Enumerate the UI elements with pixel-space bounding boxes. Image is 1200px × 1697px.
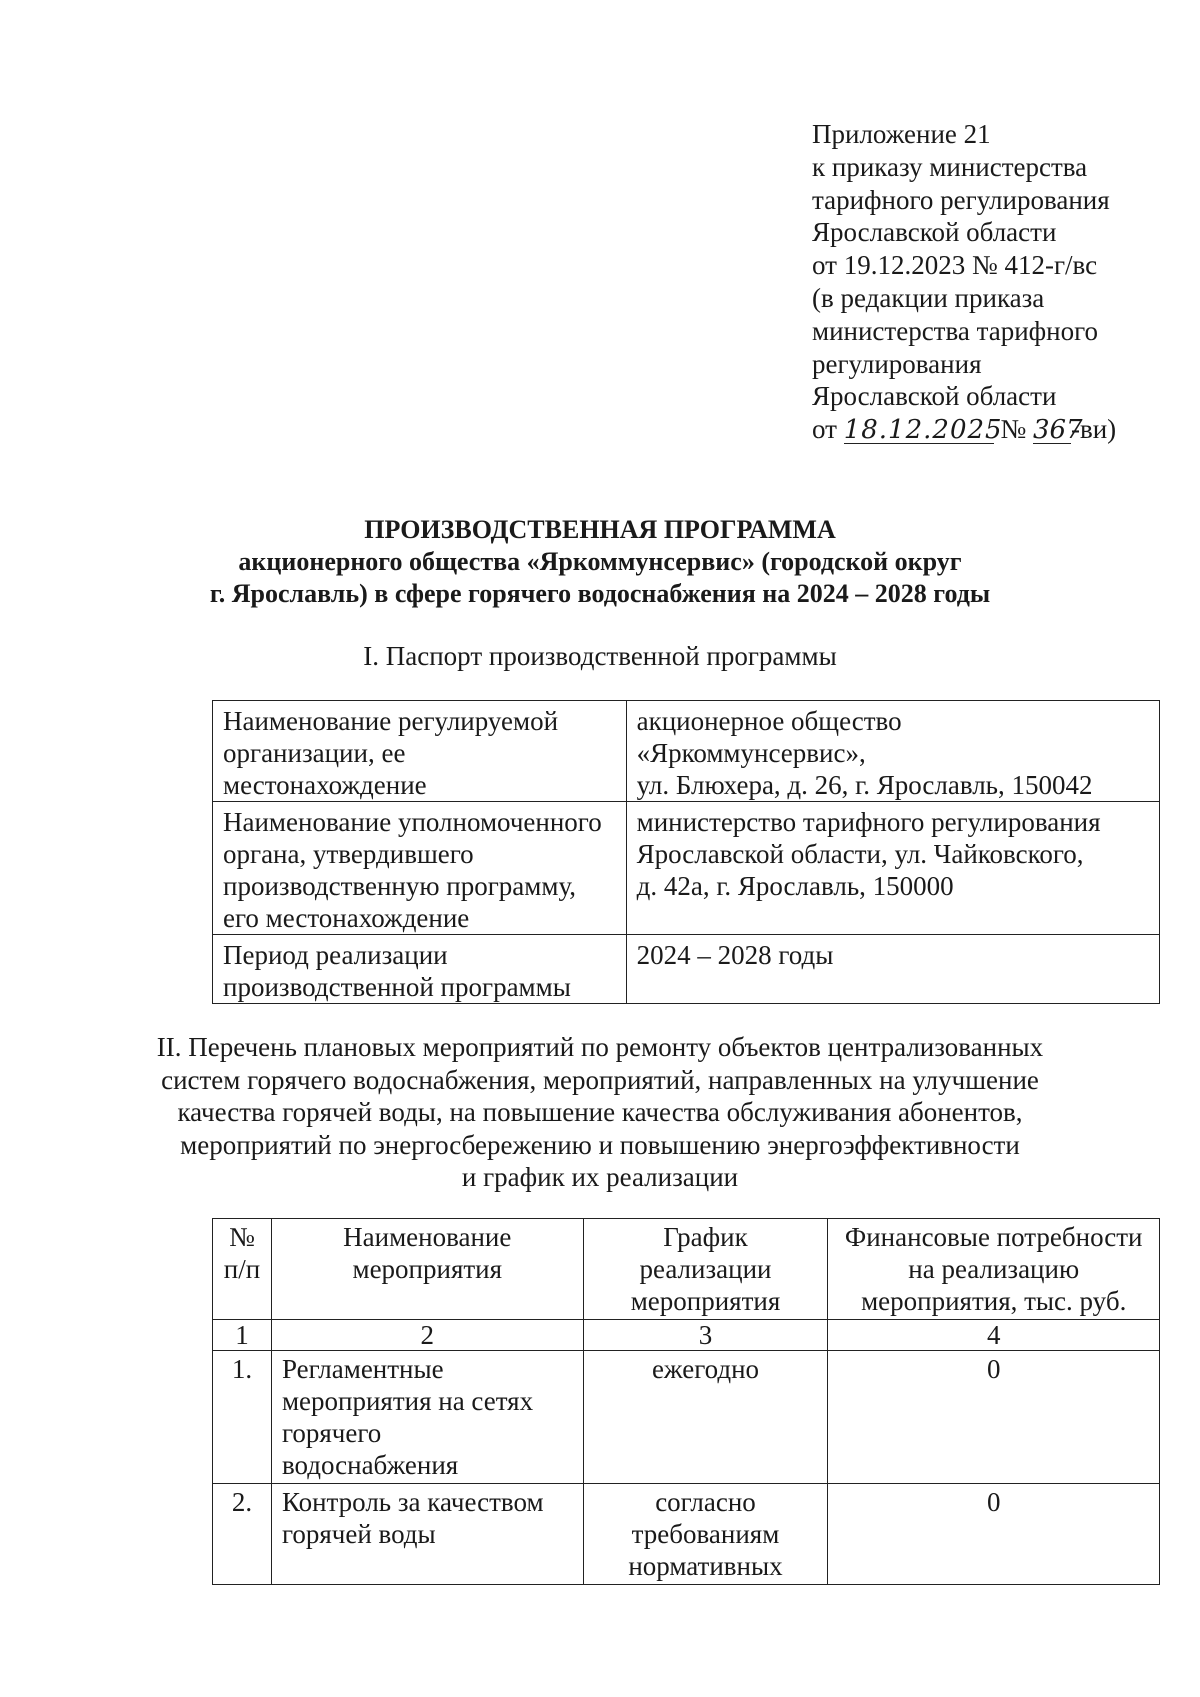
heading-line: мероприятий по энергосбережению и повышению энергоэффективности: [180, 1129, 1020, 1160]
measure-schedule: [583, 1351, 828, 1484]
title-line-3: г. Ярославль) в сфере горячего водоснабжения на 2024 – 2028 годы: [209, 579, 991, 608]
column-number: 3: [583, 1320, 828, 1351]
cell-line: организации, ее: [223, 738, 406, 768]
document-title: [0, 514, 1200, 610]
table-row: [213, 1484, 1160, 1585]
passport-value: [626, 802, 1159, 935]
cell-line: органа, утвердившего: [223, 839, 474, 869]
title-line-2: акционерного общества «Яркоммунсервис» (городской округ: [238, 547, 962, 576]
appendix-line: к приказу министерства: [812, 151, 1088, 182]
cell-line: горячей воды: [281, 1519, 436, 1549]
passport-label: [213, 935, 627, 1004]
cell-line: Ярославской области, ул. Чайковского,: [636, 839, 1084, 869]
appendix-prefix: от: [812, 414, 837, 445]
measures-table: [212, 1218, 1160, 1585]
appendix-line: тарифного регулирования: [812, 184, 1110, 215]
appendix-line: регулирования: [812, 348, 982, 379]
row-number: 2.: [213, 1484, 272, 1585]
passport-value: [626, 935, 1159, 1004]
cell-line: водоснабжения: [281, 1450, 459, 1480]
table-row: [213, 935, 1160, 1004]
cell-line: мероприятия, тыс. руб.: [861, 1286, 1127, 1316]
cell-line: мероприятия на сетях: [281, 1386, 534, 1416]
handwritten-number: 367: [1032, 415, 1083, 446]
column-number: 2: [271, 1320, 583, 1351]
row-number: 1.: [213, 1351, 272, 1484]
header-cell-schedule: [583, 1219, 828, 1320]
measure-name: [271, 1351, 583, 1484]
cell-line: нормативных: [628, 1551, 783, 1581]
measure-cost: 0: [828, 1484, 1160, 1585]
column-number-row: [213, 1320, 1160, 1351]
cell-line: производственной программы: [223, 972, 571, 1002]
cell-line: местонахождение: [223, 770, 427, 800]
cell-line: реализации: [639, 1254, 772, 1284]
section-2-heading: [0, 1031, 1200, 1194]
title-line-1: ПРОИЗВОДСТВЕННАЯ ПРОГРАММА: [364, 515, 836, 544]
table-row: [213, 1351, 1160, 1484]
cell-line: п/п: [223, 1254, 261, 1284]
appendix-line: Ярославской области: [812, 381, 1057, 412]
cell-line: его местонахождение: [223, 903, 470, 933]
passport-value: [626, 701, 1159, 802]
measure-cost: 0: [828, 1351, 1160, 1484]
header-cell-num: [213, 1219, 272, 1320]
measure-name: [271, 1484, 583, 1585]
passport-label: [213, 701, 627, 802]
appendix-block: [812, 118, 1116, 446]
cell-line: 2024 – 2028 годы: [636, 940, 834, 970]
cell-line: министерство тарифного регулирования: [636, 807, 1101, 837]
passport-label: [213, 802, 627, 935]
passport-table: [212, 700, 1160, 1004]
table-header-row: [213, 1219, 1160, 1320]
table-row: [213, 802, 1160, 935]
table-row: [213, 701, 1160, 802]
heading-line: и график их реализации: [461, 1162, 739, 1192]
cell-line: требованиям: [631, 1519, 780, 1549]
appendix-last-line: [812, 413, 1116, 446]
cell-line: ежегодно: [651, 1354, 760, 1384]
measure-schedule: [583, 1484, 828, 1585]
appendix-line: Ярославской области: [812, 217, 1057, 248]
appendix-line: (в редакции приказа: [812, 282, 1045, 313]
cell-line: д. 42а, г. Ярославль, 150000: [636, 871, 954, 901]
cell-line: График: [663, 1222, 748, 1252]
cell-line: мероприятия: [630, 1286, 781, 1316]
cell-line: Регламентные: [281, 1354, 444, 1384]
number-sign: №: [1000, 414, 1027, 445]
cell-line: производственную программу,: [223, 871, 576, 901]
appendix-suffix: -ви): [1070, 414, 1117, 445]
heading-line: качества горячей воды, на повышение качества обслуживания абонентов,: [177, 1097, 1023, 1127]
cell-line: Финансовые потребности: [844, 1222, 1143, 1252]
cell-line: Наименование уполномоченного: [223, 807, 602, 837]
cell-line: Контроль за качеством: [281, 1487, 544, 1517]
cell-line: «Яркоммунсервис»,: [636, 738, 866, 768]
header-cell-name: [271, 1219, 583, 1320]
cell-line: Наименование регулируемой: [223, 706, 559, 736]
header-cell-cost: [828, 1219, 1160, 1320]
appendix-line: министерства тарифного: [812, 315, 1099, 346]
section-1-heading: I. Паспорт производственной программы: [363, 641, 837, 671]
heading-line: систем горячего водоснабжения, мероприятий, направленных на улучшение: [161, 1064, 1039, 1095]
heading-line: II. Перечень плановых мероприятий по ремонту объектов централизованных: [156, 1032, 1044, 1062]
cell-line: Наименование: [343, 1222, 512, 1252]
column-number: 4: [828, 1320, 1160, 1351]
cell-line: акционерное общество: [636, 706, 902, 736]
cell-line: Период реализации: [223, 940, 448, 970]
cell-line: горячего: [281, 1418, 382, 1448]
cell-line: ул. Блюхера, д. 26, г. Ярославль, 150042: [636, 770, 1093, 800]
column-number: 1: [213, 1320, 272, 1351]
handwritten-date: 18.12.2025: [843, 415, 1003, 446]
appendix-line: от 19.12.2023 № 412-г/вс: [812, 250, 1098, 281]
cell-line: на реализацию: [908, 1254, 1080, 1284]
cell-line: согласно: [655, 1487, 756, 1517]
cell-line: мероприятия: [352, 1254, 503, 1284]
cell-line: №: [229, 1222, 255, 1252]
appendix-line: Приложение 21: [812, 119, 991, 149]
